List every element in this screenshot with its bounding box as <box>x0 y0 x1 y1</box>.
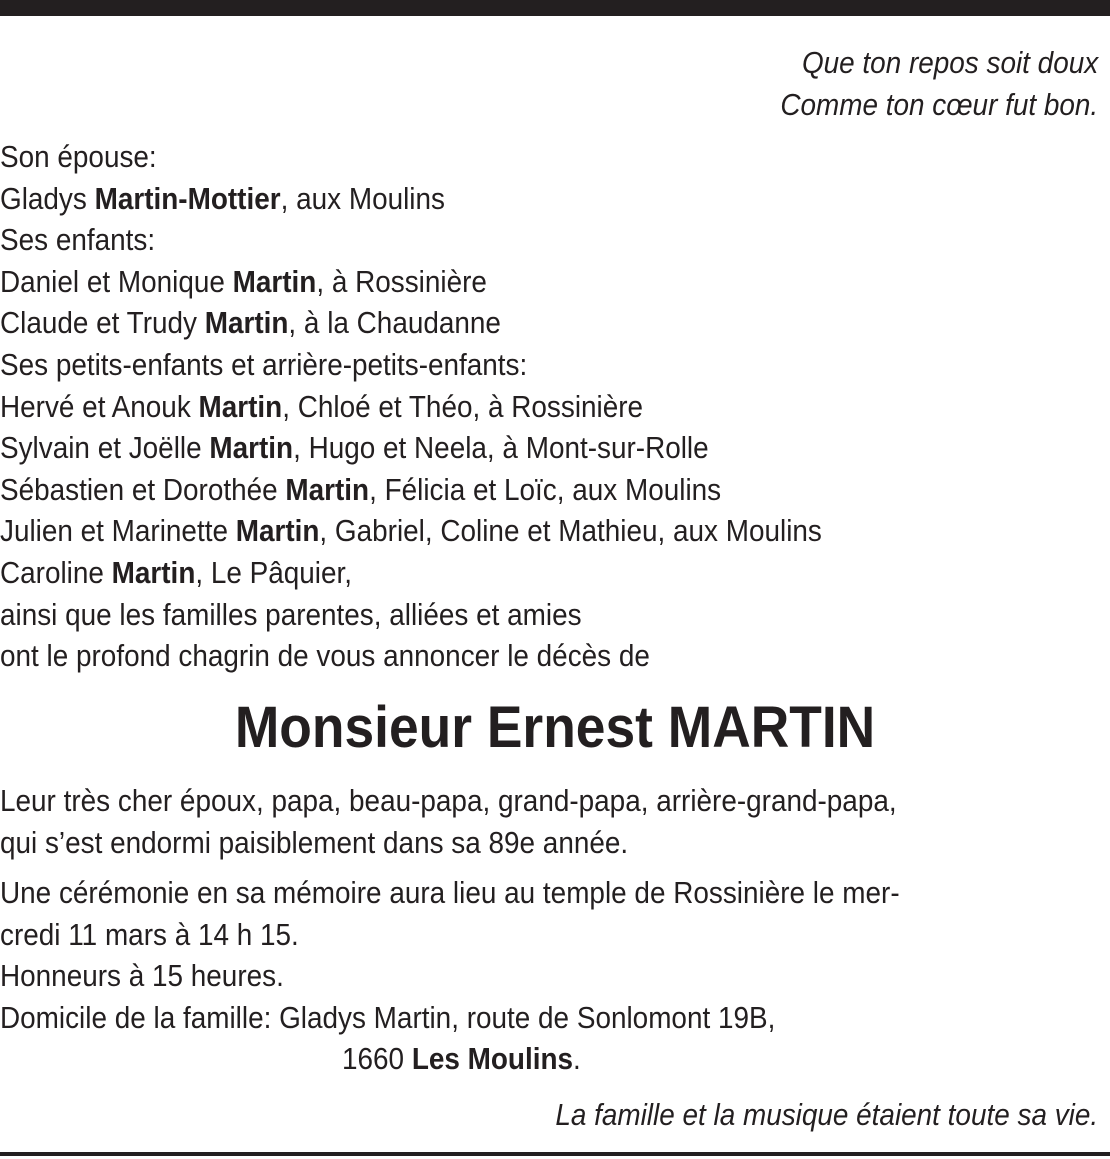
grandchild-rest: , Le Pâquier, <box>195 554 353 590</box>
tribute-line-2: qui s’est endormi paisiblement dans sa 89e année. <box>0 824 629 860</box>
grandchildren-heading: Ses petits-enfants et arrière-petits-enfants: <box>0 346 528 382</box>
grandchild-line <box>0 552 822 594</box>
epigraph-line-1: Que ton repos soit doux <box>801 45 1098 80</box>
grandchild-rest: , Félicia et Loïc, aux Moulins <box>369 471 722 507</box>
ceremony-word: au <box>504 875 536 910</box>
child-line <box>0 302 822 344</box>
tribute-word: très <box>63 783 111 818</box>
tribute-word: Leur <box>0 783 56 818</box>
ceremony-word: mer- <box>842 875 900 910</box>
grandchild-rest: , Chloé et Théo, à Rossinière <box>282 388 644 424</box>
child-line <box>0 261 822 303</box>
ceremony-word: le <box>812 875 835 910</box>
tribute-word: grand-papa, <box>497 783 649 818</box>
domicile-label: Domicile de la famille: <box>0 999 280 1035</box>
ceremony-word: sa <box>235 875 266 910</box>
top-rule <box>0 0 1110 16</box>
child-rest: , à la Chaudanne <box>288 305 501 341</box>
announcement-line: ont le profond chagrin de vous annoncer le décès de <box>0 638 650 674</box>
tribute-line-1 <box>0 780 1110 822</box>
deceased-name <box>0 688 1110 768</box>
grandchild-rest: , Hugo et Neela, à Mont-sur-Rolle <box>293 430 709 466</box>
grandchild-rest: , Gabriel, Coline et Mathieu, aux Moulins <box>319 513 822 549</box>
postcode: 1660 <box>342 1041 412 1077</box>
spouse-rest: , aux Moulins <box>280 180 445 216</box>
grandchild-first: Julien et Marinette <box>0 513 236 549</box>
grandchild-last: Martin <box>111 554 196 590</box>
child-last: Martin <box>232 263 317 299</box>
child-rest: , à Rossinière <box>316 263 487 299</box>
grandchild-line <box>0 427 822 469</box>
grandchild-last: Martin <box>198 388 283 424</box>
ceremony-word: en <box>196 875 229 910</box>
ceremony-word: aura <box>389 875 446 910</box>
grandchild-first: Caroline <box>0 554 112 590</box>
relatives-line: ainsi que les familles parentes, alliées et amies <box>0 596 582 632</box>
family-list <box>0 136 822 677</box>
domicile-address: Gladys Martin, route de Sonlomont 19B, <box>279 999 776 1035</box>
ceremony-word: Rossinière <box>673 875 806 910</box>
grandchild-line <box>0 386 822 428</box>
child-first: Claude et Trudy <box>0 305 205 341</box>
grandchild-last: Martin <box>209 430 294 466</box>
ceremony-word: mémoire <box>273 875 382 910</box>
tribute-word: beau-papa, <box>349 783 491 818</box>
child-first: Daniel et Monique <box>0 263 233 299</box>
grandchild-first: Hervé et Anouk <box>0 388 199 424</box>
ceremony-line-2: credi 11 mars à 14 h 15. <box>0 916 299 952</box>
ceremony-line-1 <box>0 872 1110 914</box>
bottom-rule <box>0 1152 1110 1156</box>
domicile-line <box>0 997 999 1039</box>
tribute-paragraph <box>0 780 1110 863</box>
child-last: Martin <box>204 305 289 341</box>
town: Les Moulins <box>411 1041 574 1077</box>
tribute-word: époux, <box>179 783 264 818</box>
domicile-town-line <box>0 1038 999 1080</box>
grandchild-line <box>0 469 822 511</box>
tribute-word: papa, <box>271 783 342 818</box>
grandchild-first: Sylvain et Joëlle <box>0 430 210 466</box>
tribute-word: cher <box>117 783 173 818</box>
spouse-first: Gladys <box>0 180 95 216</box>
spouse-line <box>0 178 822 220</box>
grandchild-line <box>0 510 822 552</box>
epigraph <box>780 42 1098 126</box>
tribute-word: arrière-grand-papa, <box>656 783 897 818</box>
honours-line: Honneurs à 15 heures. <box>0 958 284 994</box>
grandchild-last: Martin <box>235 513 320 549</box>
ceremony-word: cérémonie <box>58 875 190 910</box>
spouse-last: Martin-Mottier <box>94 180 281 216</box>
epigraph-line-2: Comme ton cœur fut bon. <box>780 87 1098 122</box>
grandchild-last: Martin <box>285 471 370 507</box>
children-heading: Ses enfants: <box>0 222 156 258</box>
ceremony-paragraph <box>0 872 1110 1080</box>
town-suffix: . <box>573 1041 581 1077</box>
closing-quote: La famille et la musique étaient toute sa vie. <box>555 1097 1098 1132</box>
deceased-name-text: Monsieur Ernest MARTIN <box>234 695 876 760</box>
spouse-heading: Son épouse: <box>0 139 157 174</box>
ceremony-word: lieu <box>452 875 497 910</box>
grandchild-first: Sébastien et Dorothée <box>0 471 286 507</box>
ceremony-word: temple <box>542 875 627 910</box>
ceremony-word: de <box>634 875 666 910</box>
ceremony-word: Une <box>0 875 52 910</box>
